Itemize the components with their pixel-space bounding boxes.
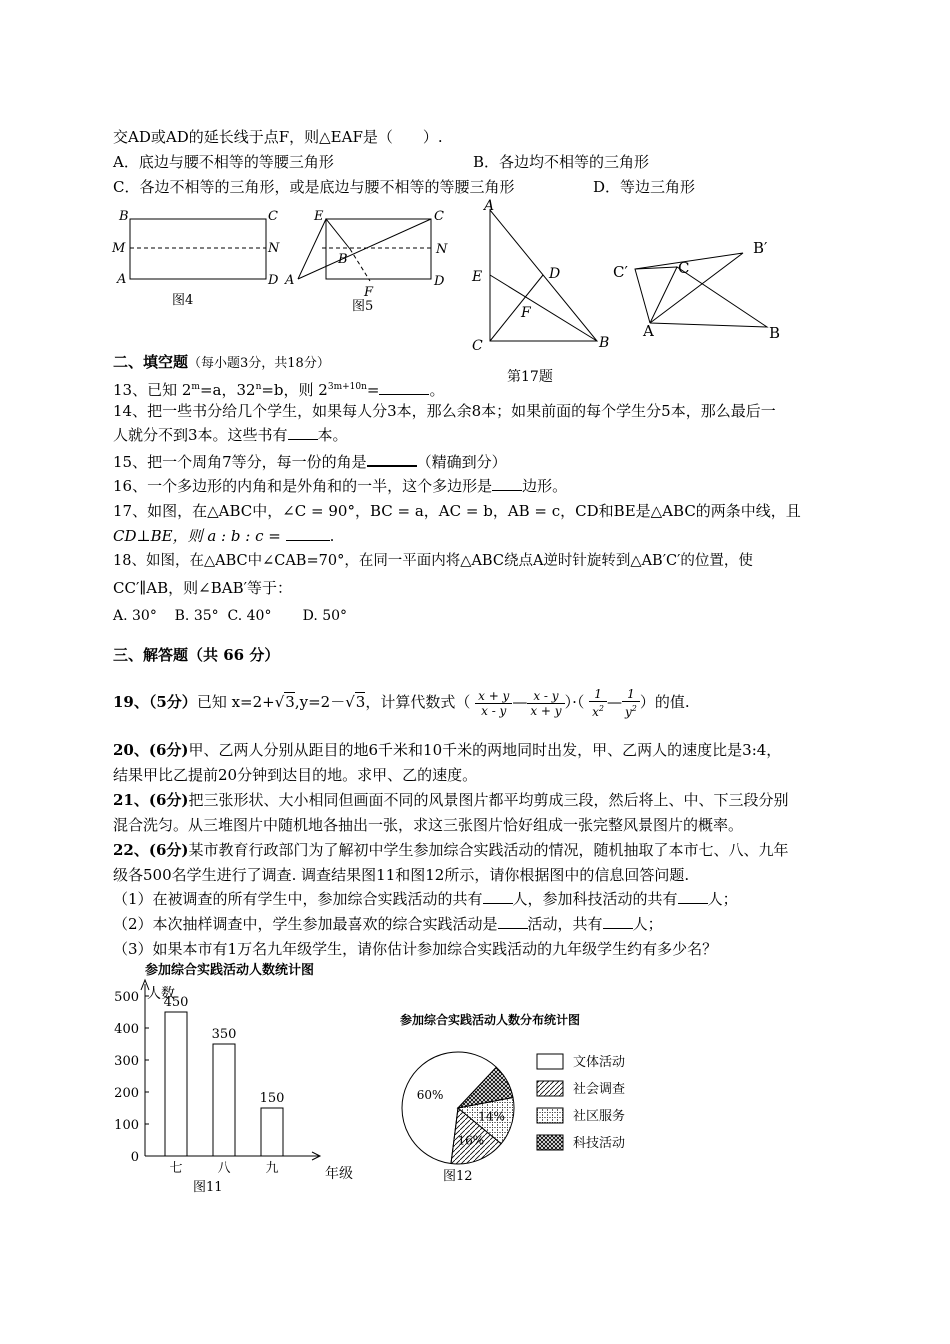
x-tick-label: 八 [217,1161,231,1176]
bar-chart-title: 参加综合实践活动人数统计图 [145,963,315,978]
fig18-label: C′ [613,263,628,281]
bar-value-label: 450 [163,995,189,1010]
fig5-label: C [434,209,444,224]
bar-chart-ylabel: 人数 [147,986,175,1002]
fig17-label: B [599,335,610,351]
legend-label: 社区服务 [573,1109,626,1124]
section-2-heading [113,352,330,374]
answer-blank[interactable] [483,889,513,904]
section-3-title: 三、解答题（共 66 分） [113,646,280,664]
fig17-label: F [521,305,531,321]
question-22-sub1: （1）在被调查的所有学生中，参加综合实践活动的共有 人，参加科技活动的共有 人； [113,890,738,908]
answer-blank[interactable] [288,425,318,440]
question-21-line2: 混合洗匀。从三堆图片中随机地各抽出一张，求这三张图片恰好组成一张完整风景图片的概率。 [113,816,744,834]
q-prev-stem: 交AD或AD的延长线于点F，则△EAF是（ ）. [113,128,443,146]
bar [261,1108,283,1156]
question-18-options: A. 30° B. 35° C. 40° D. 50° [113,608,348,624]
fig18-label: B′ [753,239,768,257]
fig4-label: M [112,241,126,256]
figure-18 [605,235,795,345]
question-21-line1: 21、(6分)把三张形状、大小相同但画面不同的风景图片都平均剪成三段，然后将上、中、下三段分别 [113,791,789,809]
question-22-line1: 22、(6分)某市教育行政部门为了解初中学生参加综合实践活动的情况，随机抽取了本市七、八、九年 [113,841,789,859]
bar-chart-caption: 图11 [193,1180,223,1195]
fig17-label: D [549,266,561,282]
legend-swatch [537,1081,563,1096]
fig4-label: N [268,241,280,256]
legend-swatch [537,1135,563,1150]
question-14-line2: 人就分不到3本。这些书有 本。 [113,426,348,444]
question-18-line2: CC′∥AB，则∠BAB′等于： [113,579,292,597]
x-tick-label: 九 [265,1161,279,1176]
answer-blank[interactable] [286,526,330,541]
pie-chart-title: 参加综合实践活动人数分布统计图 [400,1013,581,1027]
q-prev-option-d: D．等边三角形 [593,178,696,196]
fig17-label: A [484,198,495,214]
y-tick-label: 300 [114,1054,139,1069]
y-tick-label: 0 [130,1150,139,1165]
fig5-label: A [285,273,295,288]
answer-blank[interactable] [367,451,417,467]
fig4-caption: 图4 [172,293,194,308]
y-tick-label: 100 [114,1118,139,1133]
fig4-label: A [117,272,127,287]
pie-value-label: 16% [457,1133,485,1148]
section-2-title: 二、填空题 [113,353,189,371]
fig18-label: B [769,324,781,342]
pie-chart-caption: 图12 [443,1169,473,1184]
fig5-label: D [434,274,445,289]
question-22-sub3: （3）如果本市有1万名九年级学生，请你估计参加综合实践活动的九年级学生约有多少名？ [113,940,718,958]
fig18-label: C [678,259,690,277]
bar-value-label: 350 [211,1027,237,1042]
question-20-line1: 20、(6分)甲、乙两人分别从距目的地6千米和10千米的两地同时出发，甲、乙两人的速度比是3:4， [113,741,782,759]
fig4-label: C [268,209,278,224]
q-prev-option-b: B．各边均不相等的三角形 [473,153,650,171]
figure-17 [465,195,615,390]
question-22-sub2: （2）本次抽样调查中，学生参加最喜欢的综合实践活动是 活动，共有 人； [113,915,663,933]
x-tick-label: 七 [169,1161,183,1176]
legend-swatch [537,1108,563,1123]
question-22-line2: 级各500名学生进行了调查. 调查结果图11和图12所示，请你根据图中的信息回答问题. [113,866,690,884]
y-tick-label: 200 [114,1086,139,1101]
figure-5 [282,205,452,315]
bar [165,1012,187,1156]
pie-value-label: 60% [416,1087,444,1102]
question-20-line2: 结果甲比乙提前20分钟到达目的地。求甲、乙的速度。 [113,766,478,784]
bar [213,1044,235,1156]
fig17-label: C [472,338,483,354]
answer-blank[interactable] [678,889,708,904]
y-tick-label: 400 [114,1022,139,1037]
fig5-label: B [338,252,348,267]
question-14-line1: 14、把一些书分给几个学生，如果每人分3本，那么余8本；如果前面的每个学生分5本，那么最后一 [113,402,776,420]
fig17-caption: 第17题 [507,369,553,385]
answer-blank[interactable] [498,914,528,929]
fig18-label: A [643,322,654,340]
question-18-line1: 18、如图，在△ABC中∠CAB=70°，在同一平面内将△ABC绕点A逆时针旋转到△AB′C′的位置，使 [113,553,753,569]
question-17-line2: CD⊥BE，则 a : b : c = . [113,527,335,545]
pie-chart [390,1010,670,1190]
fig5-label: N [436,242,448,257]
bar-chart [105,958,370,1203]
question-13: 13、已知 $2^m=a$，$32^n=b$，则 $2^{3m+10n}=$ 。 [113,381,445,399]
legend-label: 社会调查 [573,1082,626,1097]
fig17-label: E [472,269,483,285]
legend-label: 文体活动 [573,1055,626,1070]
q-prev-option-a: A．底边与腰不相等的等腰三角形 [113,153,334,171]
fig5-label: F [364,285,374,300]
section-2-note: （每小题3分，共18分） [188,356,330,371]
fig4-label: B [119,209,129,224]
fig5-label: E [314,209,324,224]
y-tick-label: 500 [114,990,139,1005]
question-17-line1: 17、如图，在△ABC中，∠C = 90°，BC = a，AC = b，AB = c，CD和BE是△ABC的两条中线，且 [113,502,801,520]
answer-blank[interactable] [492,476,522,491]
answer-blank[interactable] [603,914,633,929]
answer-blank[interactable] [379,380,429,395]
question-19: 19、（5分）已知 x=2+√3,y=2－√3，计算代数式（ $\frac{x + y}{x - y}$ — $\frac{x - y}{x + y}$ ）·（ $\frac{1}{x^2}$ — $\frac{1}{y^2}$ ）的值. [113,687,690,719]
pie-value-label: 14% [478,1109,505,1124]
question-16: 16、一个多边形的内角和是外角和的一半，这个多边形是 边形。 [113,477,568,495]
q-prev-option-c: C．各边不相等的三角形，或是底边与腰不相等的等腰三角形 [113,178,515,196]
legend-label: 科技活动 [573,1136,626,1151]
question-15: 15、把一个周角7等分，每一份的角是 （精确到分） [113,453,507,471]
figure-4 [108,205,288,315]
fig5-caption: 图5 [352,299,374,314]
legend-swatch [537,1054,563,1069]
bar-chart-xlabel: 年级 [325,1166,353,1182]
fig4-label: D [268,273,279,288]
bar-value-label: 150 [259,1091,285,1106]
